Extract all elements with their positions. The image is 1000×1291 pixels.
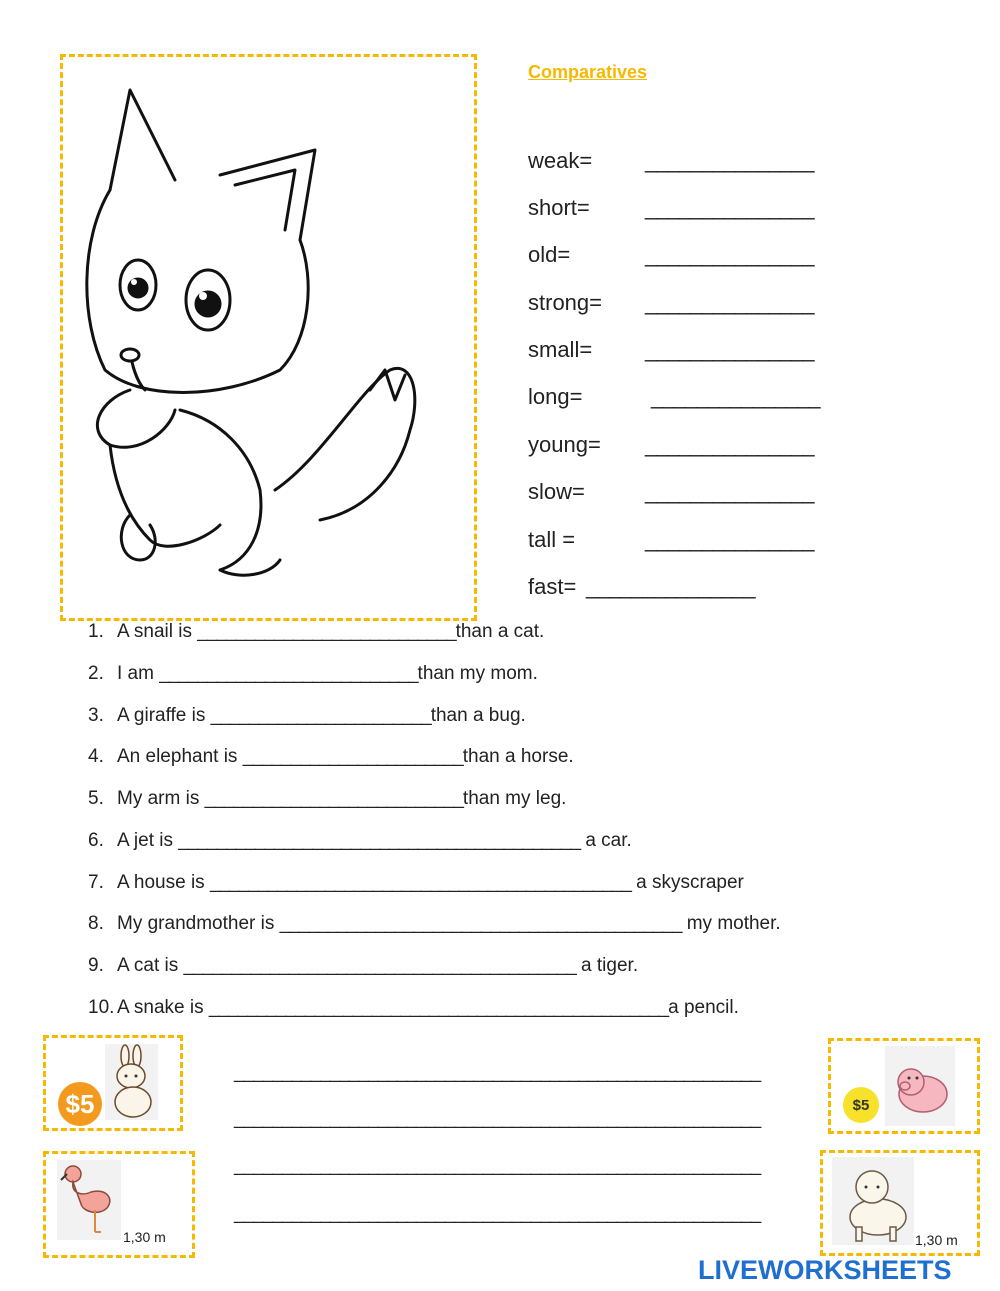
adjective-answer-line[interactable]: _______________: [645, 337, 814, 362]
adjective-answer-line[interactable]: _______________: [645, 432, 814, 457]
alpaca-icon: [832, 1157, 914, 1245]
sentence-start: A cat is: [117, 955, 184, 976]
answer-line-2[interactable]: _______________________________________________________: [234, 1108, 761, 1129]
brand-logo: LIVEWORKSHEETS: [698, 1255, 952, 1285]
sentence-start: A jet is: [117, 830, 179, 851]
pig-price-badge: $5: [843, 1087, 879, 1123]
sentence-start: I am: [117, 663, 160, 684]
sentence-number: 2.: [88, 663, 104, 684]
adjective-old: old=: [528, 242, 571, 267]
sentence-number: 8.: [88, 913, 104, 934]
adjective-strong: strong=: [528, 290, 602, 315]
sentence-number: 5.: [88, 788, 104, 809]
sentence-number: 6.: [88, 830, 104, 851]
answer-line-4[interactable]: _______________________________________________________: [234, 1203, 761, 1224]
sentence-blank[interactable]: ___________________________: [204, 788, 463, 809]
sentence-end: my mother.: [681, 913, 781, 934]
sentence-number: 9.: [88, 955, 104, 976]
sentence-number: 3.: [88, 705, 104, 726]
sentence-end: a car.: [580, 830, 632, 851]
adjective-answer-line[interactable]: _______________: [645, 290, 814, 315]
sentence-start: A snake is: [117, 997, 209, 1018]
sentence-start: A house is: [117, 872, 210, 893]
adjective-answer-line[interactable]: _______________: [586, 574, 755, 599]
sentence-number: 1.: [88, 621, 104, 642]
sentence-blank[interactable]: _______________________: [242, 746, 463, 767]
sentence-4: [88, 746, 574, 768]
sentence-end: than a bug.: [430, 705, 526, 726]
sentence-blank[interactable]: ____________________________________________: [209, 872, 631, 893]
sentence-start: A snail is: [117, 621, 198, 642]
sentence-end: than a horse.: [462, 746, 574, 767]
pig-icon: [885, 1046, 955, 1126]
sentence-blank[interactable]: __________________________________________: [178, 830, 581, 851]
sentence-blank[interactable]: ________________________________________________: [208, 997, 669, 1018]
sentence-blank[interactable]: ___________________________: [197, 621, 456, 642]
sentence-5: [88, 788, 566, 810]
sentence-number: 7.: [88, 872, 104, 893]
sentence-end: than a cat.: [455, 621, 545, 642]
answer-line-1[interactable]: _______________________________________________________: [234, 1062, 761, 1083]
adjective-answer-line[interactable]: _______________: [651, 384, 820, 409]
flamingo-thumbnail: [57, 1160, 121, 1240]
sentence-start: A giraffe is: [117, 705, 211, 726]
adjective-answer-line[interactable]: _______________: [645, 527, 814, 552]
sentence-end: than my leg.: [462, 788, 567, 809]
sentence-blank[interactable]: _______________________: [210, 705, 431, 726]
fox-cub-drawing: [70, 70, 465, 610]
page-title: Comparatives: [528, 62, 648, 82]
sentence-blank[interactable]: __________________________________________: [279, 913, 682, 934]
adjective-young: young=: [528, 432, 601, 457]
adjective-slow: slow=: [528, 479, 585, 504]
alpaca-thumbnail: [832, 1157, 914, 1245]
sentence-9: [88, 955, 638, 977]
answer-line-3[interactable]: _______________________________________________________: [234, 1155, 761, 1176]
adjective-answer-line[interactable]: _______________: [645, 148, 814, 173]
sentence-number: 10.: [88, 997, 115, 1018]
adjective-fast: fast=: [528, 574, 577, 599]
sentence-2: [88, 663, 538, 685]
rabbit-thumbnail: [105, 1044, 158, 1120]
flamingo-icon: [57, 1160, 121, 1240]
sentence-8: [88, 913, 781, 935]
adjective-weak: weak=: [528, 148, 593, 173]
pig-thumbnail: [885, 1046, 955, 1126]
sentence-end: a tiger.: [575, 955, 639, 976]
flamingo-height-label: 1,30 m: [123, 1229, 166, 1245]
sentence-10: [88, 997, 739, 1019]
sentence-blank[interactable]: _________________________________________: [183, 955, 576, 976]
sentence-1: [88, 621, 544, 643]
sentence-end: than my mom.: [417, 663, 538, 684]
rabbit-icon: [105, 1044, 158, 1120]
adjective-answer-line[interactable]: _______________: [645, 479, 814, 504]
sentence-start: My grandmother is: [117, 913, 280, 934]
adjective-short: short=: [528, 195, 590, 220]
adjective-answer-line[interactable]: _______________: [645, 195, 814, 220]
sentence-blank[interactable]: ___________________________: [159, 663, 418, 684]
rabbit-price-badge: $5: [58, 1082, 102, 1126]
sentence-6: [88, 830, 632, 852]
sentence-start: An elephant is: [117, 746, 243, 767]
sentence-end: a skyscraper: [630, 872, 744, 893]
sentence-3: [88, 705, 526, 727]
sentence-number: 4.: [88, 746, 104, 767]
sentence-7: [88, 872, 744, 894]
adjective-answer-line[interactable]: _______________: [645, 242, 814, 267]
alpaca-height-label: 1,30 m: [915, 1232, 958, 1248]
sentence-start: My arm is: [117, 788, 205, 809]
adjective-long: long=: [528, 384, 583, 409]
sentence-end: a pencil.: [668, 997, 739, 1018]
adjective-small: small=: [528, 337, 593, 362]
adjective-tall: tall =: [528, 527, 576, 552]
